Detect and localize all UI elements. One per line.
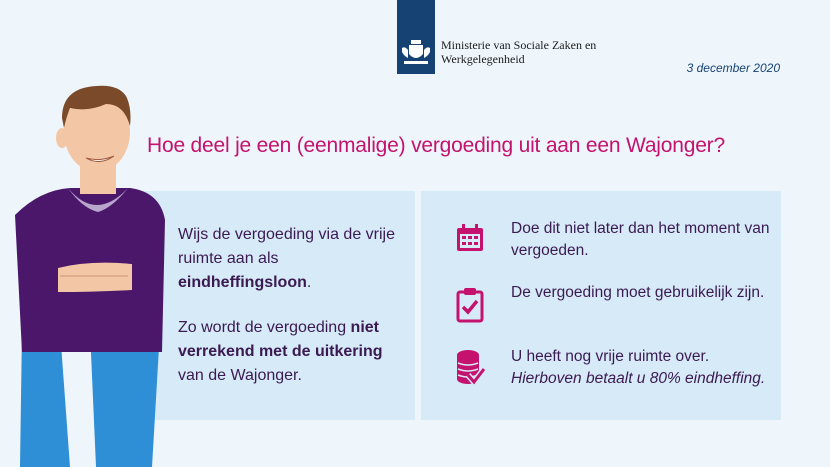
government-logo-bar [397,0,435,74]
right-item-1-text: Doe dit niet later dan het moment van vergoeden. [511,220,770,259]
ministry-name: Ministerie van Sociale Zaken en Werkgelegenheid [441,38,597,66]
page-title: Hoe deel je een (eenmalige) vergoeding uit aan een Wajonger? [147,134,725,157]
right-item-3-note: Hierboven betaalt u 80% eindheffing. [511,370,766,387]
publication-date: 3 december 2020 [686,61,780,75]
person-illustration [0,0,200,467]
left-paragraph-1: Wijs de vergoeding via de vrije ruimte aan als eindheffingsloon. [178,226,395,291]
clipboard-check-icon [455,287,485,323]
calendar-icon [455,223,485,253]
right-item-3-text: U heeft nog vrije ruimte over. Hierboven betaalt u 80% eindheffing. [511,348,766,387]
left-paragraph-2: Zo wordt de vergoeding niet verrekend met de uitkering van de Wajonger. [178,319,383,384]
coat-of-arms-icon [401,38,431,66]
right-item-2-text: De vergoeding moet gebruikelijk zijn. [511,284,765,301]
coins-check-icon [455,349,485,387]
